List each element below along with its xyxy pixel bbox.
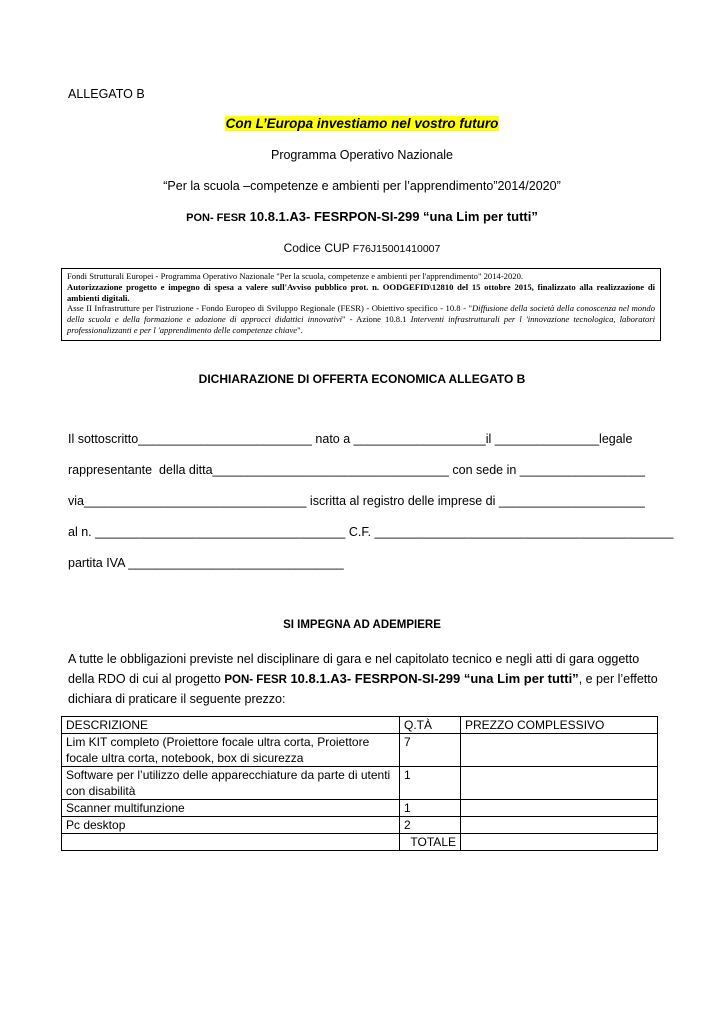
header-descrizione: DESCRIZIONE bbox=[62, 717, 400, 734]
headline-text: Con L’Europa investiamo nel vostro futuro bbox=[225, 116, 499, 131]
cell-descrizione: Lim KIT completo (Proiettore focale ultra corta, Proiettore focale ultra corta, notebook, box di sicurezza bbox=[62, 734, 400, 767]
fondi-line-3-italic2: Interventi infrastrutturali per l 'innovazione tecnologica, laboratori professionalizzanti e per l 'apprendimento delle competenze chiave bbox=[67, 314, 655, 335]
allegato-label: ALLEGATO B bbox=[68, 87, 145, 101]
cell-descrizione: Scanner multifunzione bbox=[62, 800, 400, 817]
header-prezzo: PREZZO COMPLESSIVO bbox=[461, 717, 658, 734]
totale-value[interactable] bbox=[461, 834, 658, 851]
fondi-line-1: Fondi Strutturali Europei - Programma Operativo Nazionale "Per la scuola, competenze e ambienti per l'apprendimento" 2014-2020. bbox=[67, 271, 524, 281]
paragraph-pon-code: 10.8.1.A3- FESRPON-SI-299 “una Lim per tutti” bbox=[290, 671, 579, 686]
fondi-line-3-start: Asse II Infrastrutture per l'istruzione - Fondo Europeo di Sviluppo Regionale (FESR) - Obiettivo specifico - 10.8 - " bbox=[67, 303, 472, 314]
fondi-line-3-italic: Diffusione della società della conoscenza nel mondo della scuola e della formazione e adozione di approcci didattici innovativi bbox=[67, 303, 655, 325]
table-row bbox=[62, 767, 658, 800]
programma-title: Programma Operativo Nazionale bbox=[270, 148, 454, 162]
totale-label: TOTALE bbox=[400, 834, 461, 851]
cell-prezzo[interactable] bbox=[461, 800, 658, 817]
pon-prefix: PON- FESR bbox=[186, 212, 247, 224]
cell-qta: 1 bbox=[400, 767, 461, 800]
cup-line bbox=[0, 241, 724, 255]
form-line-numero-cf: al n. ____________________________________ C.F. ___________________________________________ bbox=[68, 525, 674, 539]
fondi-line-3 bbox=[67, 303, 655, 335]
scuola-subtitle: “Per la scuola –competenze e ambienti per l’apprendimento”2014/2020” bbox=[163, 179, 561, 193]
fondi-line-3-end: ". bbox=[297, 324, 303, 335]
cell-empty bbox=[62, 834, 400, 851]
dichiarazione-title: DICHIARAZIONE DI OFFERTA ECONOMICA ALLEGATO B bbox=[198, 372, 526, 386]
form-line-via: via________________________________ iscritta al registro delle imprese di _____________________ bbox=[68, 494, 645, 508]
fondi-info-box bbox=[61, 268, 661, 341]
cell-qta: 1 bbox=[400, 800, 461, 817]
cell-qta: 7 bbox=[400, 734, 461, 767]
offerta-table bbox=[61, 716, 658, 851]
cell-prezzo[interactable] bbox=[461, 817, 658, 834]
table-row bbox=[62, 800, 658, 817]
table-row bbox=[62, 817, 658, 834]
header-qta: Q.TÀ bbox=[400, 717, 461, 734]
headline bbox=[0, 116, 724, 131]
form-line-sottoscritto: Il sottoscritto_________________________ nato a ___________________il _______________legale bbox=[68, 432, 633, 446]
table-header-row bbox=[62, 717, 658, 734]
paragraph-pon-prefix: PON- FESR bbox=[224, 674, 287, 686]
cell-prezzo[interactable] bbox=[461, 734, 658, 767]
cell-prezzo[interactable] bbox=[461, 767, 658, 800]
fondi-line-2: Autorizzazione progetto e impegno di spesa a valere sull'Avviso pubblico prot. n. OODGEFID\12810 del 15 ottobre 2015, finalizzato alla realizzazione di ambienti digitali. bbox=[67, 281, 655, 303]
fondi-line-3-mid: " - Azione 10.8.1 bbox=[342, 314, 411, 325]
table-row bbox=[62, 734, 658, 767]
paragraph-text-1: A tutte le obbligazioni previste nel disciplinare di gara e nel capitolato tecnico e negli atti di gara oggetto della RDO di cui al progetto bbox=[68, 652, 640, 686]
form-line-partita-iva: partita IVA _______________________________ bbox=[68, 556, 344, 570]
cell-descrizione: Pc desktop bbox=[62, 817, 400, 834]
cell-descrizione: Software per l’utilizzo delle apparecchiature da parte di utenti con disabilità bbox=[62, 767, 400, 800]
form-line-rappresentante: rappresentante della ditta__________________________________ con sede in __________________ bbox=[68, 463, 645, 477]
paragraph-text-2: , e per l’effetto dichiara di praticare il seguente prezzo: bbox=[68, 672, 658, 706]
table-totale-row bbox=[62, 834, 658, 851]
pon-code-title bbox=[0, 209, 724, 224]
cup-label: Codice CUP bbox=[283, 241, 350, 255]
cell-qta: 2 bbox=[400, 817, 461, 834]
obbligazioni-paragraph bbox=[68, 650, 658, 709]
pon-code: 10.8.1.A3- FESRPON-SI-299 “una Lim per tutti” bbox=[249, 209, 538, 224]
impegno-title: SI IMPEGNA AD ADEMPIERE bbox=[283, 619, 441, 631]
cup-value: F76J15001410007 bbox=[352, 243, 441, 255]
